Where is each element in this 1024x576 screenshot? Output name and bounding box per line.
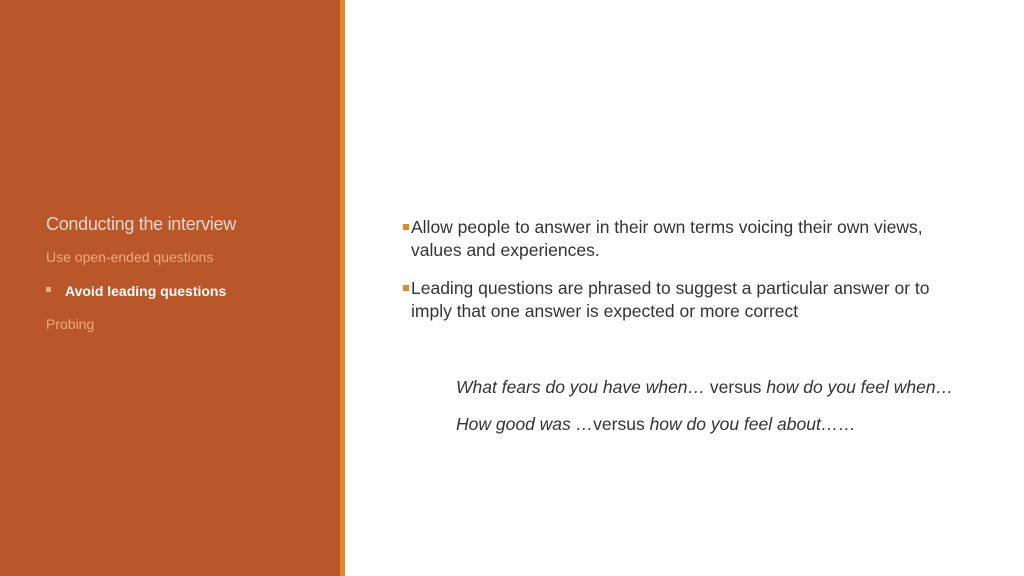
nav-item-avoid-leading [46, 283, 226, 299]
bullet-square-icon [403, 224, 409, 230]
example-open: how do you feel about…… [649, 414, 856, 434]
example-line [456, 413, 956, 436]
nav-item-label: Avoid leading questions [65, 283, 227, 299]
bullet-item [403, 277, 963, 323]
bullet-list [403, 216, 963, 338]
bullet-text: Allow people to answer in their own terms voicing their own views, values and experiences. [411, 217, 923, 260]
bullet-item [403, 216, 963, 262]
bullet-square-icon [403, 285, 409, 291]
accent-bar [340, 0, 345, 576]
example-leading: What fears do you have when… [456, 377, 706, 397]
left-panel [0, 0, 340, 576]
nav-item-open-ended: Use open-ended questions [46, 249, 214, 265]
example-connector: versus [593, 414, 650, 434]
example-questions [456, 376, 956, 450]
example-connector: versus [705, 377, 767, 397]
bullet-square-icon [46, 287, 51, 292]
nav-item-probing: Probing [46, 316, 95, 332]
example-leading: How good was … [456, 414, 594, 434]
slide-title: Conducting the interview [46, 214, 236, 234]
bullet-text: Leading questions are phrased to suggest a particular answer or to imply that one answer is expected or more correct [411, 278, 930, 321]
example-open: how do you feel when… [766, 377, 954, 397]
example-line [456, 376, 956, 399]
